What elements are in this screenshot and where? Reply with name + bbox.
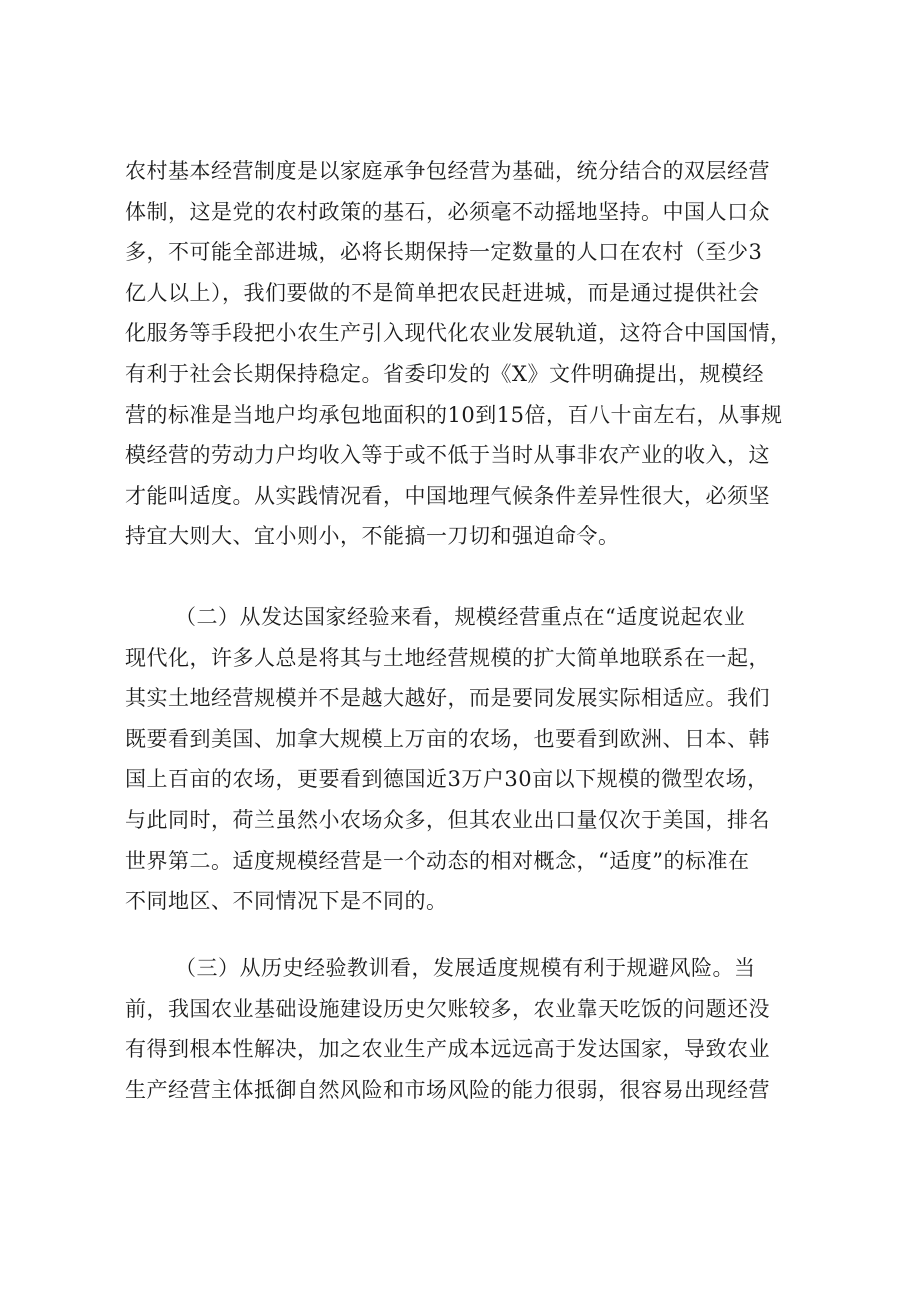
paragraph-basic-system [125,151,815,557]
paragraph-developed-countries [125,597,815,922]
text-line-indented: （二）从发达国家经验来看，规模经营重点在“适度说起农业 [175,605,746,629]
text-line: 不同地区、不同情况下是不同的。 [125,889,448,914]
text-line: 亿人以上），我们要做的不是简单把农民赶进城，而是通过提供社会 [125,280,760,305]
text-line: 多，不可能全部进城，必将长期保持一定数量的人口在农村（至少3 [125,240,763,265]
text-line: 营的标准是当地户均承包地面积的10到15倍，百八十亩左右，从事规 [125,402,783,427]
text-line: 化服务等手段把小农生产引入现代化农业发展轨道，这符合中国国情， [125,321,792,346]
text-line: 农村基本经营制度是以家庭承争包经营为基础，统分结合的双层经营 [125,159,770,183]
text-line: 现代化，许多人总是将其与土地经营规模的扩大简单地联系在一起， [125,645,770,670]
text-line: 世界第二。适度规模经营是一个动态的相对概念，“适度”的标准在 [125,848,750,873]
paragraph-historical-lessons [125,948,815,1110]
text-line: 国上百亩的农场，更要看到德国近3万户30亩以下规模的微型农场， [125,767,769,792]
text-line: 才能叫适度。从实践情况看，中国地理气候条件差异性很大，必须坚 [125,483,770,508]
text-line: 模经营的劳动力户均收入等于或不低于当时从事非农产业的收入，这 [125,443,770,468]
text-line: 有利于社会长期保持稳定。省委印发的《X》文件明确提出，规模经 [125,361,764,386]
text-line: 体制，这是党的农村政策的基石，必须毫不动摇地坚持。中国人口众 [125,199,770,224]
text-line: 既要看到美国、加拿大规模上万亩的农场，也要看到欧洲、日本、韩 [125,726,770,751]
text-line: 持宜大则大、宜小则小，不能搞一刀切和强迫命令。 [125,524,620,549]
text-line: 其实土地经营规模并不是越大越好，而是要同发展实际相适应。我们 [125,686,770,711]
text-line: 生产经营主体抵御自然风险和市场风险的能力很弱，很容易出现经营 [125,1077,770,1102]
text-line: 有得到根本性解决，加之农业生产成本远远高于发达国家，导致农业 [125,1037,770,1062]
text-line: 前，我国农业基础设施建设历史欠账较多，农业靠天吃饭的问题还没 [125,996,770,1021]
text-line: 与此同时，荷兰虽然小农场众多，但其农业出口量仅次于美国，排名 [125,807,770,832]
text-line-indented: （三）从历史经验教训看，发展适度规模有利于规避风险。当 [175,956,756,980]
